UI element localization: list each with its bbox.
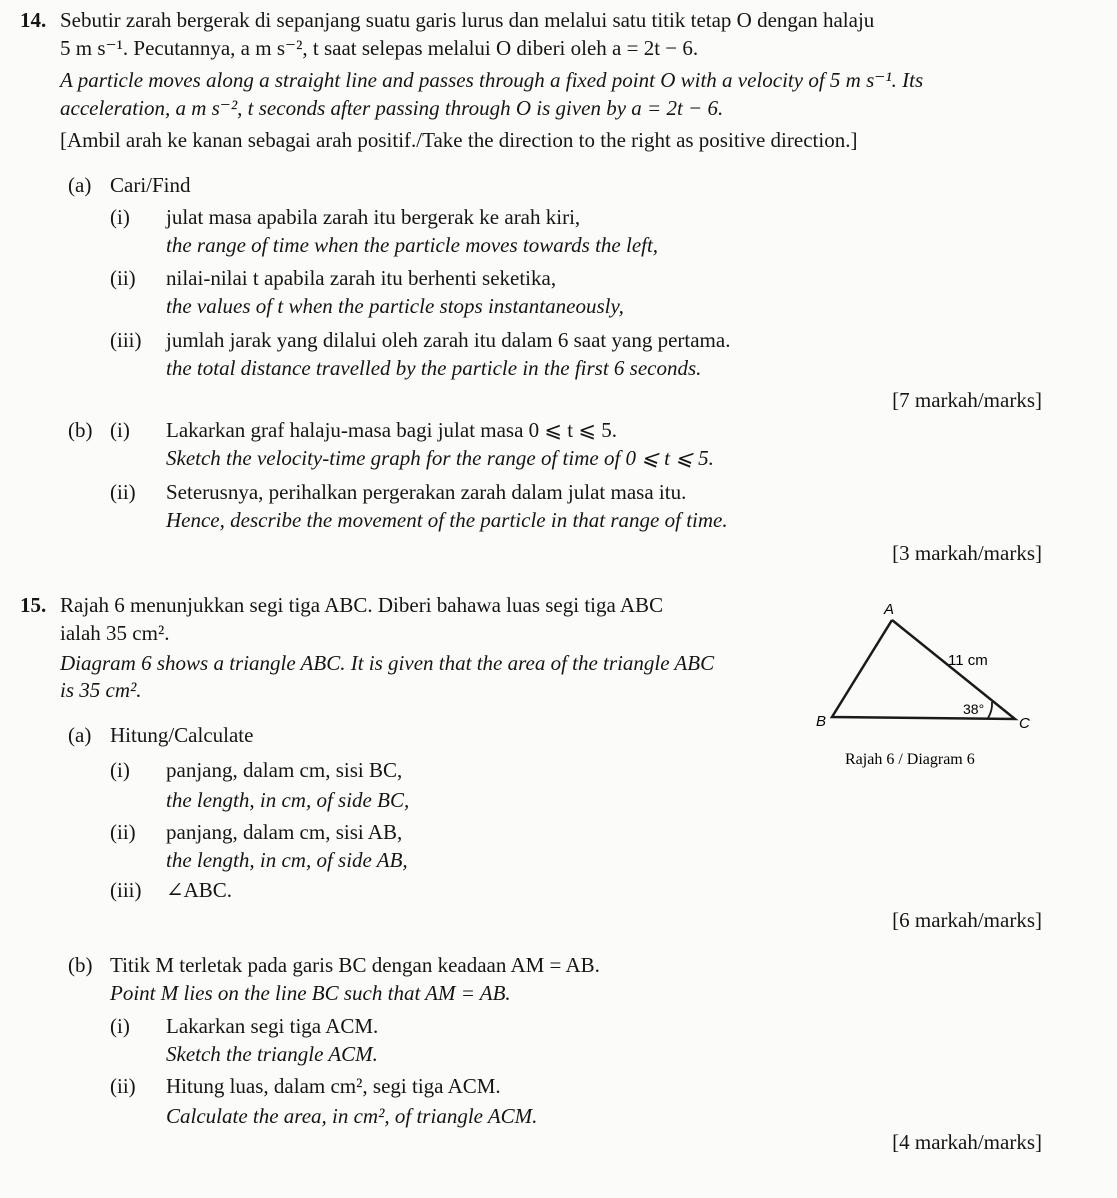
q14-stem-ms-1: Sebutir zarah bergerak di sepanjang suatu garis lurus dan melalui satu titik tetap O dengan halaju — [60, 8, 875, 32]
vertex-b-label: B — [816, 713, 827, 730]
q15-stem-ms-2: ialah 35 cm². — [60, 621, 170, 645]
q14b-i-label: (i) — [110, 418, 130, 442]
q14a-i-ms: julat masa apabila zarah itu bergerak ke arah kiri, — [166, 205, 581, 229]
q15a-iii-label: (iii) — [110, 878, 142, 902]
q14a-ii-en: the values of t when the particle stops instantaneously, — [166, 294, 624, 318]
q14a-label: (a) — [68, 173, 92, 197]
q15-stem-en-1: Diagram 6 shows a triangle ABC. It is given that the area of the triangle ABC — [60, 651, 715, 675]
q14-stem-en-1: A particle moves along a straight line and passes through a fixed point O with a velocity of 5 m s⁻¹. Its — [60, 68, 924, 92]
q15a-i-ms: panjang, dalam cm, sisi BC, — [166, 758, 403, 782]
q15a-i-en: the length, in cm, of side BC, — [166, 788, 410, 812]
q15b-ms: Titik M terletak pada garis BC dengan keadaan AM = AB. — [110, 953, 600, 977]
q15b-i-ms: Lakarkan segi tiga ACM. — [166, 1014, 379, 1038]
angle-c-arc — [988, 702, 992, 718]
q14a-i-label: (i) — [110, 205, 130, 229]
q15a-ii-label: (ii) — [110, 820, 136, 844]
vertex-c-label: C — [1019, 715, 1030, 732]
q14-note: [Ambil arah ke kanan sebagai arah positif./Take the direction to the right as positive direction.] — [60, 128, 858, 152]
triangle-abc — [832, 620, 1015, 719]
q14a-marks: [7 markah/marks] — [892, 388, 1042, 412]
q14a-i-en: the range of time when the particle moves towards the left, — [166, 233, 659, 257]
q15b-ii-label: (ii) — [110, 1074, 136, 1098]
q14a-iii-label: (iii) — [110, 328, 142, 352]
q15b-i-label: (i) — [110, 1014, 130, 1038]
q14b-ii-ms: Seterusnya, perihalkan pergerakan zarah dalam julat masa itu. — [166, 480, 687, 504]
q15a-i-label: (i) — [110, 758, 130, 782]
q15-stem-en-2: is 35 cm². — [60, 678, 142, 702]
q15a-ii-en: the length, in cm, of side AB, — [166, 848, 408, 872]
q14b-marks: [3 markah/marks] — [892, 541, 1042, 565]
q15a-ii-ms: panjang, dalam cm, sisi AB, — [166, 820, 403, 844]
q15b-i-en: Sketch the triangle ACM. — [166, 1042, 378, 1066]
triangle-abc-diagram — [800, 590, 1050, 780]
q15b-marks: [4 markah/marks] — [892, 1130, 1042, 1154]
q14-stem-en-2: acceleration, a m s⁻², t seconds after passing through O is given by a = 2t − 6. — [60, 96, 724, 120]
q14-stem-ms-2: 5 m s⁻¹. Pecutannya, a m s⁻², t saat selepas melalui O diberi oleh a = 2t − 6. — [60, 36, 699, 60]
diagram-caption: Rajah 6 / Diagram 6 — [845, 751, 975, 768]
q15a-title: Hitung/Calculate — [110, 723, 254, 747]
vertex-a-label: A — [884, 601, 895, 618]
q15a-label: (a) — [68, 723, 92, 747]
q14a-ii-ms: nilai-nilai t apabila zarah itu berhenti seketika, — [166, 266, 557, 290]
side-ac-length: 11 cm — [948, 652, 988, 669]
q14b-ii-en: Hence, describe the movement of the particle in that range of time. — [166, 508, 728, 532]
q14b-label: (b) — [68, 418, 93, 442]
q14-number: 14. — [20, 8, 47, 32]
angle-c-value: 38° — [963, 701, 985, 717]
q15-number: 15. — [20, 593, 47, 617]
q15-stem-ms-1: Rajah 6 menunjukkan segi tiga ABC. Diberi bahawa luas segi tiga ABC — [60, 593, 664, 617]
q15b-label: (b) — [68, 953, 93, 977]
q14b-i-en: Sketch the velocity-time graph for the range of time of 0 ⩽ t ⩽ 5. — [166, 446, 714, 470]
q15a-iii-ms: ∠ABC. — [166, 878, 233, 902]
q14a-title: Cari/Find — [110, 173, 191, 197]
q15a-marks: [6 markah/marks] — [892, 908, 1042, 932]
q15b-en: Point M lies on the line BC such that AM = AB. — [110, 981, 511, 1005]
q15b-ii-en: Calculate the area, in cm², of triangle ACM. — [166, 1104, 538, 1128]
q14b-ii-label: (ii) — [110, 480, 136, 504]
q14a-iii-ms: jumlah jarak yang dilalui oleh zarah itu dalam 6 saat yang pertama. — [166, 328, 731, 352]
q14a-iii-en: the total distance travelled by the particle in the first 6 seconds. — [166, 356, 702, 380]
q14b-i-ms: Lakarkan graf halaju-masa bagi julat masa 0 ⩽ t ⩽ 5. — [166, 418, 617, 442]
q14a-ii-label: (ii) — [110, 266, 136, 290]
q15b-ii-ms: Hitung luas, dalam cm², segi tiga ACM. — [166, 1074, 501, 1098]
